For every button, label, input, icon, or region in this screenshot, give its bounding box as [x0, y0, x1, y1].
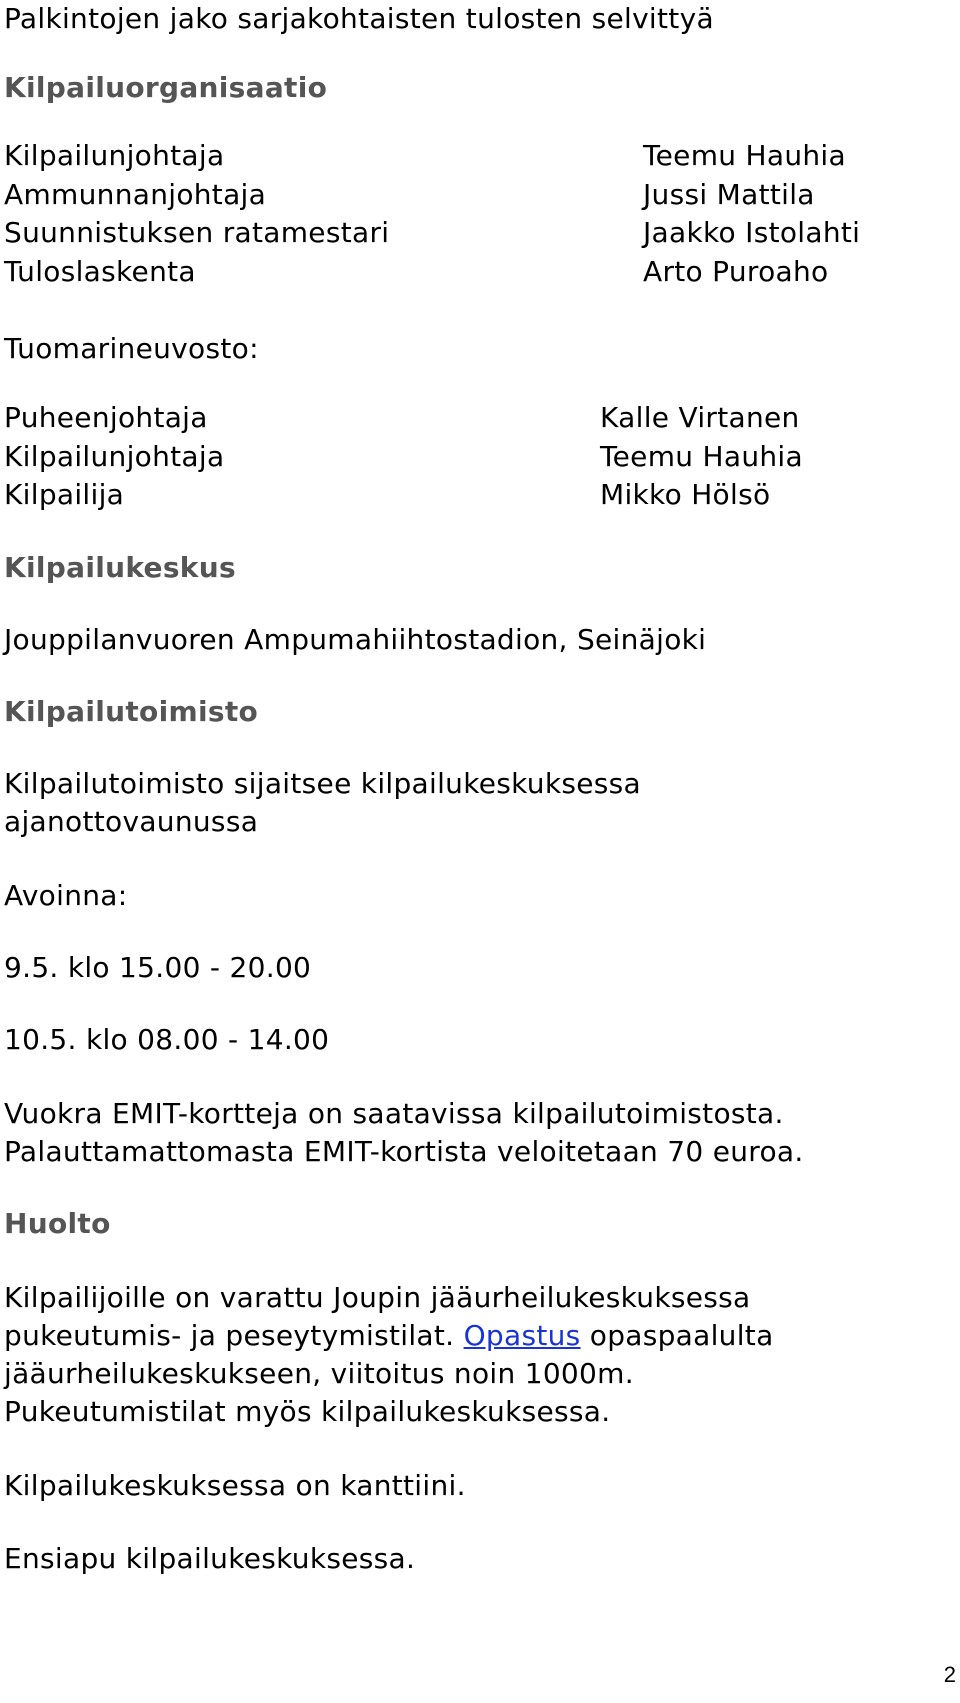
office-hours: 10.5. klo 08.00 - 14.00 [4, 1023, 330, 1056]
jury-label: Tuomarineuvosto: [4, 332, 259, 365]
organization-role: Kilpailunjohtaja [4, 139, 225, 172]
organization-role: Ammunnanjohtaja [4, 177, 267, 211]
organization-name: Jussi Mattila [643, 177, 815, 211]
maintenance-text-line: Kilpailijoille on varattu Joupin jääurheilukeskuksessa [4, 1281, 751, 1314]
maintenance-text-line: Pukeutumistilat myös kilpailukeskuksessa. [4, 1395, 611, 1428]
heading-organization: Kilpailuorganisaatio [4, 71, 328, 104]
page-number: 2 [943, 1662, 956, 1687]
organization-names [643, 137, 860, 291]
organization-name: Teemu Hauhia [643, 139, 846, 172]
office-open-label: Avoinna: [4, 879, 128, 912]
maintenance-text: opaspaalulta [580, 1319, 774, 1352]
jury-role: Puheenjohtaja [4, 401, 208, 434]
first-aid-text: Ensiapu kilpailukeskuksessa. [4, 1542, 416, 1575]
organization-roles [4, 137, 389, 291]
jury-roles [4, 399, 224, 515]
office-text-line: Kilpailutoimisto sijaitsee kilpailukeskuksessa [4, 767, 642, 800]
organization-name: Jaakko Istolahti [643, 216, 861, 249]
heading-competition-office: Kilpailutoimisto [4, 695, 259, 728]
office-hours: 9.5. klo 15.00 - 20.00 [4, 951, 312, 984]
heading-competition-center: Kilpailukeskus [4, 551, 236, 584]
organization-role: Tuloslaskenta [4, 254, 196, 288]
maintenance-text-line: jääurheilukeskukseen, viitoitus noin 1000m. [4, 1357, 634, 1390]
maintenance-text: pukeutumis- ja peseytymistilat. [4, 1319, 464, 1352]
canteen-text: Kilpailukeskuksessa on kanttiini. [4, 1469, 466, 1502]
opastus-link[interactable]: Opastus [463, 1319, 581, 1352]
jury-role: Kilpailija [4, 478, 125, 511]
office-text-line: ajanottovaunussa [4, 805, 259, 838]
heading-maintenance: Huolto [4, 1207, 111, 1240]
maintenance-text-line [4, 1317, 774, 1355]
emit-text-line: Palauttamattomasta EMIT-kortista veloitetaan 70 euroa. [4, 1135, 804, 1168]
jury-names [600, 399, 803, 515]
jury-name: Kalle Virtanen [600, 401, 800, 434]
jury-role: Kilpailunjohtaja [4, 439, 225, 473]
jury-name: Mikko Hölsö [600, 478, 771, 511]
jury-name: Teemu Hauhia [600, 439, 803, 473]
emit-text-line: Vuokra EMIT-kortteja on saatavissa kilpailutoimistosta. [4, 1097, 784, 1130]
competition-center-text: Jouppilanvuoren Ampumahiihtostadion, Seinäjoki [4, 623, 707, 656]
document-title-line: Palkintojen jako sarjakohtaisten tulosten selvittyä [4, 2, 714, 35]
organization-name: Arto Puroaho [643, 254, 829, 288]
organization-role: Suunnistuksen ratamestari [4, 216, 390, 249]
